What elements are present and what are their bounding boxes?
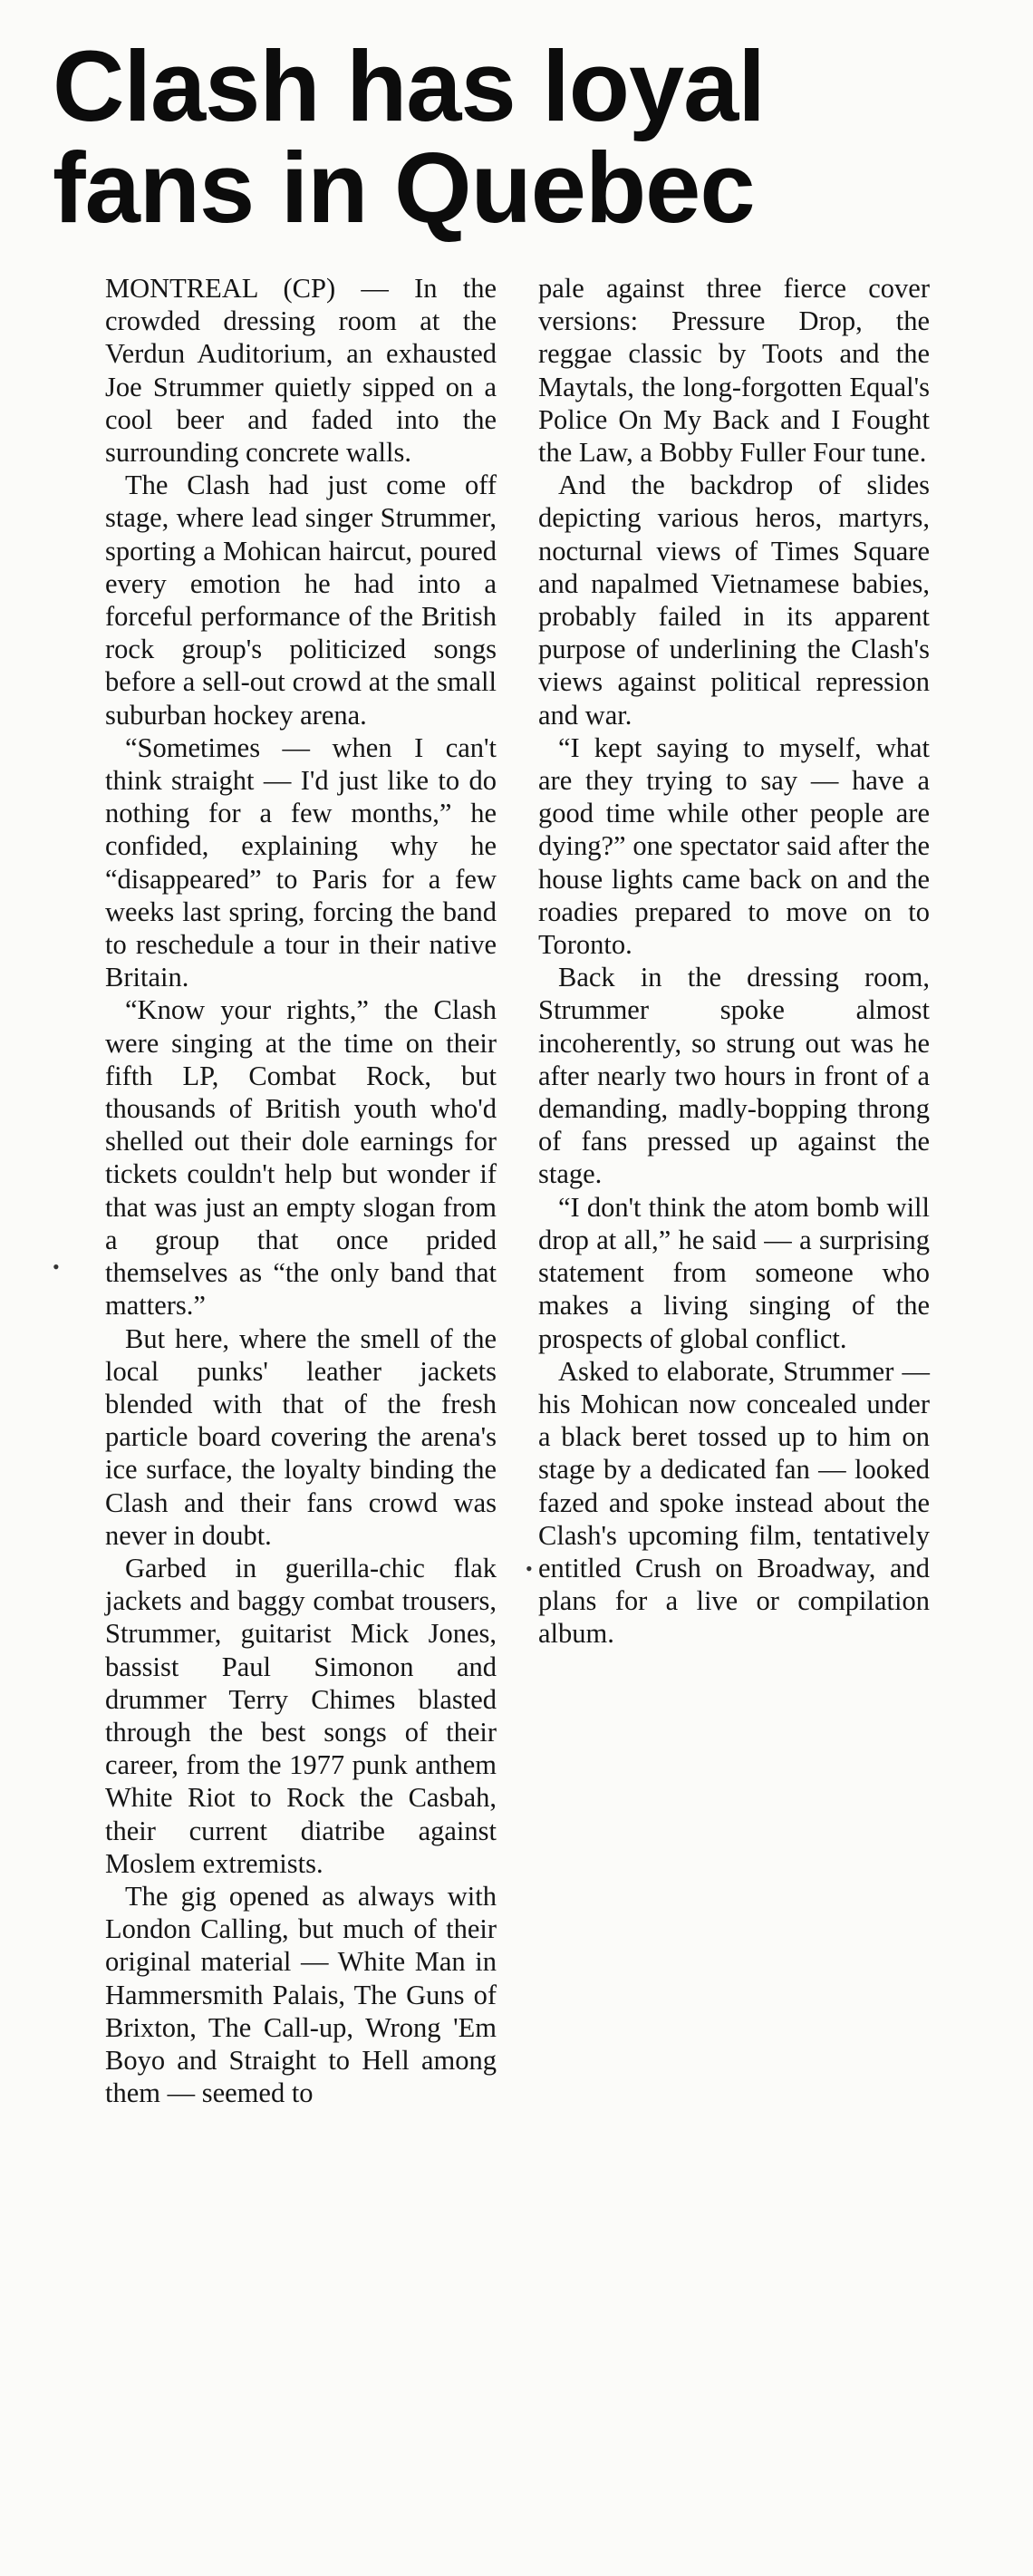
paragraph: But here, where the smell of the local punks' leather jackets blended with that of the fresh particle board covering the arena's ice surface, the loyalty binding the Clash and their fans crowd was never in doubt.	[105, 1322, 497, 1551]
article-column-left	[105, 272, 497, 2109]
paragraph: Back in the dressing room, Strummer spoke almost incoherently, so strung out was he after nearly two hours in front of a demanding, madly-bopping throng of fans pressed up against the stage.	[538, 962, 930, 1190]
headline-line-1: Clash has loyal	[53, 31, 765, 142]
paragraph: Asked to elaborate, Strummer — his Mohican now concealed under a black beret tossed up to him on stage by a dedicated fan — looked fazed and spoke instead about the Clash's upcoming film, tentatively entitled Crush on Broadway, and plans for a live or compilation album.	[538, 1355, 930, 1650]
paragraph: MONTREAL (CP) — In the crowded dressing room at the Verdun Auditorium, an exhausted Joe Strummer quietly sipped on a cool beer and faded into the surrounding concrete walls.	[105, 273, 497, 469]
article-column-right	[538, 272, 930, 1651]
paragraph: “Sometimes — when I can't think straight — I'd just like to do nothing for a few months,” he confided, explaining why he “disappeared” to Paris for a few weeks last spring, forcing the band to reschedule a tour in their native Britain.	[105, 731, 497, 993]
stray-dot-mark: •	[53, 1255, 60, 1278]
paragraph: pale against three fierce cover versions: Pressure Drop, the reggae classic by Toots and the Maytals, the long-forgotten Equal's Police On My Back and I Fought the Law, a Bobby Fuller Four tune.	[538, 273, 930, 469]
headline	[53, 31, 995, 244]
paragraph: “I kept saying to myself, what are they trying to say — have a good time while other people are dying?” one spectator said after the house lights came back on and the roadies prepared to move on to Toronto.	[538, 731, 930, 961]
paragraph: “Know your rights,” the Clash were singing at the time on their fifth LP, Combat Rock, but thousands of British youth who'd shelled out their dole earnings for tickets couldn't help but wonder if that was just an empty slogan from a group that once prided themselves as “the only band that matters.”	[105, 994, 497, 1322]
paragraph: And the backdrop of slides depicting various heros, martyrs, nocturnal views of Times Square and napalmed Vietnamese babies, probably failed in its apparent purpose of underlining the Clash's views against political repression and war.	[538, 470, 930, 731]
paragraph: Garbed in guerilla-chic flak jackets and baggy combat trousers, Strummer, guitarist Mick Jones, bassist Paul Simonon and drummer Terry Chimes blasted through the best songs of their career, from the 1977 punk anthem White Riot to Rock the Casbah, their current diatribe against Moslem extremists.	[105, 1552, 497, 1879]
paragraph: The Clash had just come off stage, where lead singer Strummer, sporting a Mohican haircut, poured every emotion he had into a forceful performance of the British rock group's politicized songs before a sell-out crowd at the small suburban hockey arena.	[105, 470, 497, 731]
headline-line-2: fans in Quebec	[53, 132, 755, 244]
paragraph: The gig opened as always with London Calling, but much of their original material — White Man in Hammersmith Palais, The Guns of Brixton, The Call-up, Wrong 'Em Boyo and Straight to Hell among them — seemed to	[105, 1880, 497, 2109]
stray-dot-mark: •	[526, 1557, 533, 1580]
paragraph: “I don't think the atom bomb will drop at all,” he said — a surprising statement from someone who makes a living singing of the prospects of global conflict.	[538, 1191, 930, 1354]
